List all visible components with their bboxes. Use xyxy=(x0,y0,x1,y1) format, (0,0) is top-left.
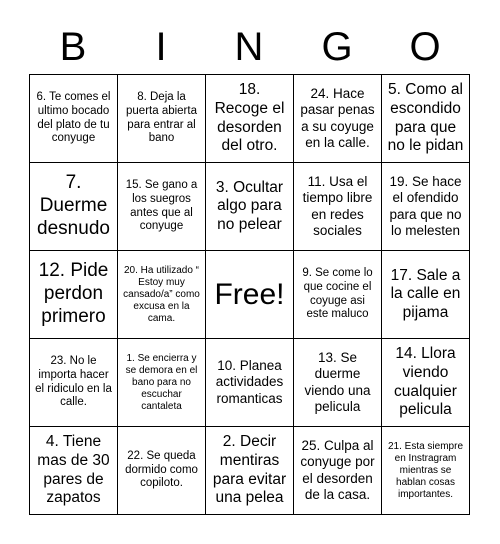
bingo-cell-r2-c4[interactable]: 11. Usa el tiempo libre en redes sociales xyxy=(294,163,382,251)
bingo-cell-r3-c2[interactable]: 20. Ha utilizado “ Estoy muy cansado/a” como excusa en la cama. xyxy=(118,251,206,339)
bingo-cell-r1-c5[interactable]: 5. Como al escondido para que no le pidan xyxy=(382,75,470,163)
bingo-cell-r4-c1[interactable]: 23. No le importa hacer el ridiculo en la calle. xyxy=(30,339,118,427)
bingo-cell-r2-c3[interactable]: 3. Ocultar algo para no pelear xyxy=(206,163,294,251)
bingo-cell-r1-c4[interactable]: 24. Hace pasar penas a su coyuge en la calle. xyxy=(294,75,382,163)
bingo-cell-r5-c5[interactable]: 21. Esta siempre en Instragram mientras se hablan cosas importantes. xyxy=(382,427,470,515)
bingo-cell-r2-c2[interactable]: 15. Se gano a los suegros antes que al conyuge xyxy=(118,163,206,251)
free-space-cell[interactable]: Free! xyxy=(206,251,294,339)
header-letter-g: G xyxy=(321,24,353,69)
bingo-cell-r3-c5[interactable]: 17. Sale a la calle en pijama xyxy=(382,251,470,339)
bingo-header xyxy=(29,22,469,72)
bingo-cell-r4-c2[interactable]: 1. Se encierra y se demora en el bano para no escuchar cantaleta xyxy=(118,339,206,427)
bingo-cell-r2-c1[interactable]: 7. Duerme desnudo xyxy=(30,163,118,251)
header-letter-b: B xyxy=(59,24,87,69)
bingo-cell-r3-c1[interactable]: 12. Pide perdon primero xyxy=(30,251,118,339)
bingo-cell-r2-c5[interactable]: 19. Se hace el ofendido para que no lo melesten xyxy=(382,163,470,251)
bingo-cell-r5-c1[interactable]: 4. Tiene mas de 30 pares de zapatos xyxy=(30,427,118,515)
header-letter-o: O xyxy=(409,24,441,69)
bingo-card-grid xyxy=(29,74,470,515)
bingo-cell-r4-c5[interactable]: 14. Llora viendo cualquier pelicula xyxy=(382,339,470,427)
bingo-cell-r5-c3[interactable]: 2. Decir mentiras para evitar una pelea xyxy=(206,427,294,515)
header-letter-n: N xyxy=(234,24,264,69)
bingo-cell-r4-c3[interactable]: 10. Planea actividades romanticas xyxy=(206,339,294,427)
bingo-cell-r4-c4[interactable]: 13. Se duerme viendo una pelicula xyxy=(294,339,382,427)
bingo-cell-r1-c2[interactable]: 8. Deja la puerta abierta para entrar al bano xyxy=(118,75,206,163)
bingo-cell-r1-c1[interactable]: 6. Te comes el ultimo bocado del plato de tu conyuge xyxy=(30,75,118,163)
bingo-cell-r5-c2[interactable]: 22. Se queda dormido como copiloto. xyxy=(118,427,206,515)
bingo-cell-r5-c4[interactable]: 25. Culpa al conyuge por el desorden de la casa. xyxy=(294,427,382,515)
bingo-cell-r3-c4[interactable]: 9. Se come lo que cocine el coyuge asi este maluco xyxy=(294,251,382,339)
bingo-cell-r1-c3[interactable]: 18. Recoge el desorden del otro. xyxy=(206,75,294,163)
header-letter-i: I xyxy=(155,24,167,69)
